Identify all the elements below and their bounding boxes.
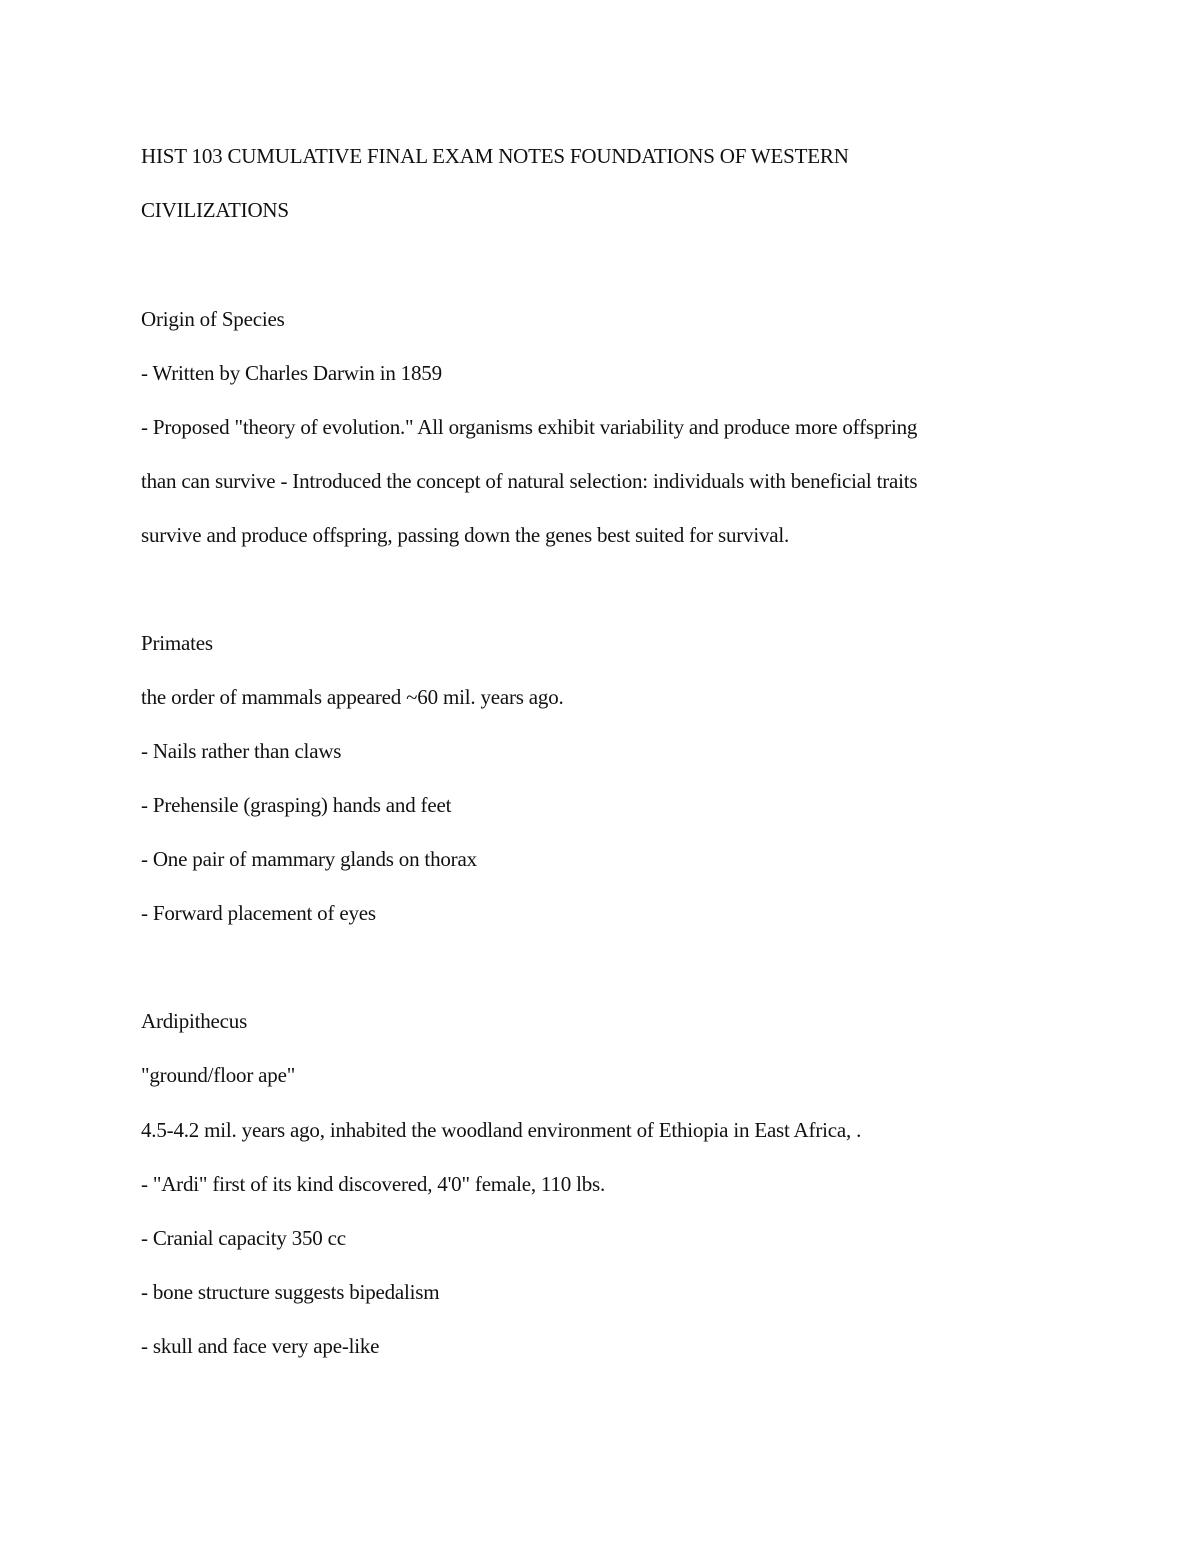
document-title-line-2: CIVILIZATIONS — [141, 198, 289, 222]
origin-line: - Proposed "theory of evolution." All organisms exhibit variability and produce more offspring — [141, 415, 918, 439]
ardipithecus-line: - "Ardi" first of its kind discovered, 4'0" female, 110 lbs. — [141, 1172, 606, 1196]
ardipithecus-line: - Cranial capacity 350 cc — [141, 1226, 346, 1250]
ardipithecus-line: - bone structure suggests bipedalism — [141, 1280, 440, 1304]
primates-line: the order of mammals appeared ~60 mil. years ago. — [141, 685, 564, 709]
section-heading-ardipithecus: Ardipithecus — [141, 1009, 248, 1033]
section-heading-primates: Primates — [141, 631, 213, 655]
primates-line: - Forward placement of eyes — [141, 901, 376, 925]
origin-line: - Written by Charles Darwin in 1859 — [141, 361, 442, 385]
ardipithecus-line: 4.5-4.2 mil. years ago, inhabited the woodland environment of Ethiopia in East Africa, . — [141, 1118, 862, 1142]
section-heading-origin-of-species: Origin of Species — [141, 307, 285, 331]
primates-line: - One pair of mammary glands on thorax — [141, 847, 477, 871]
ardipithecus-line: "ground/floor ape" — [141, 1063, 296, 1087]
primates-line: - Nails rather than claws — [141, 739, 342, 763]
origin-line: than can survive - Introduced the concept of natural selection: individuals with beneficial traits — [141, 469, 918, 493]
primates-line: - Prehensile (grasping) hands and feet — [141, 793, 452, 817]
ardipithecus-line: - skull and face very ape-like — [141, 1334, 380, 1358]
document-title-line-1: HIST 103 CUMULATIVE FINAL EXAM NOTES FOUNDATIONS OF WESTERN — [141, 144, 849, 168]
origin-line: survive and produce offspring, passing down the genes best suited for survival. — [141, 523, 790, 547]
